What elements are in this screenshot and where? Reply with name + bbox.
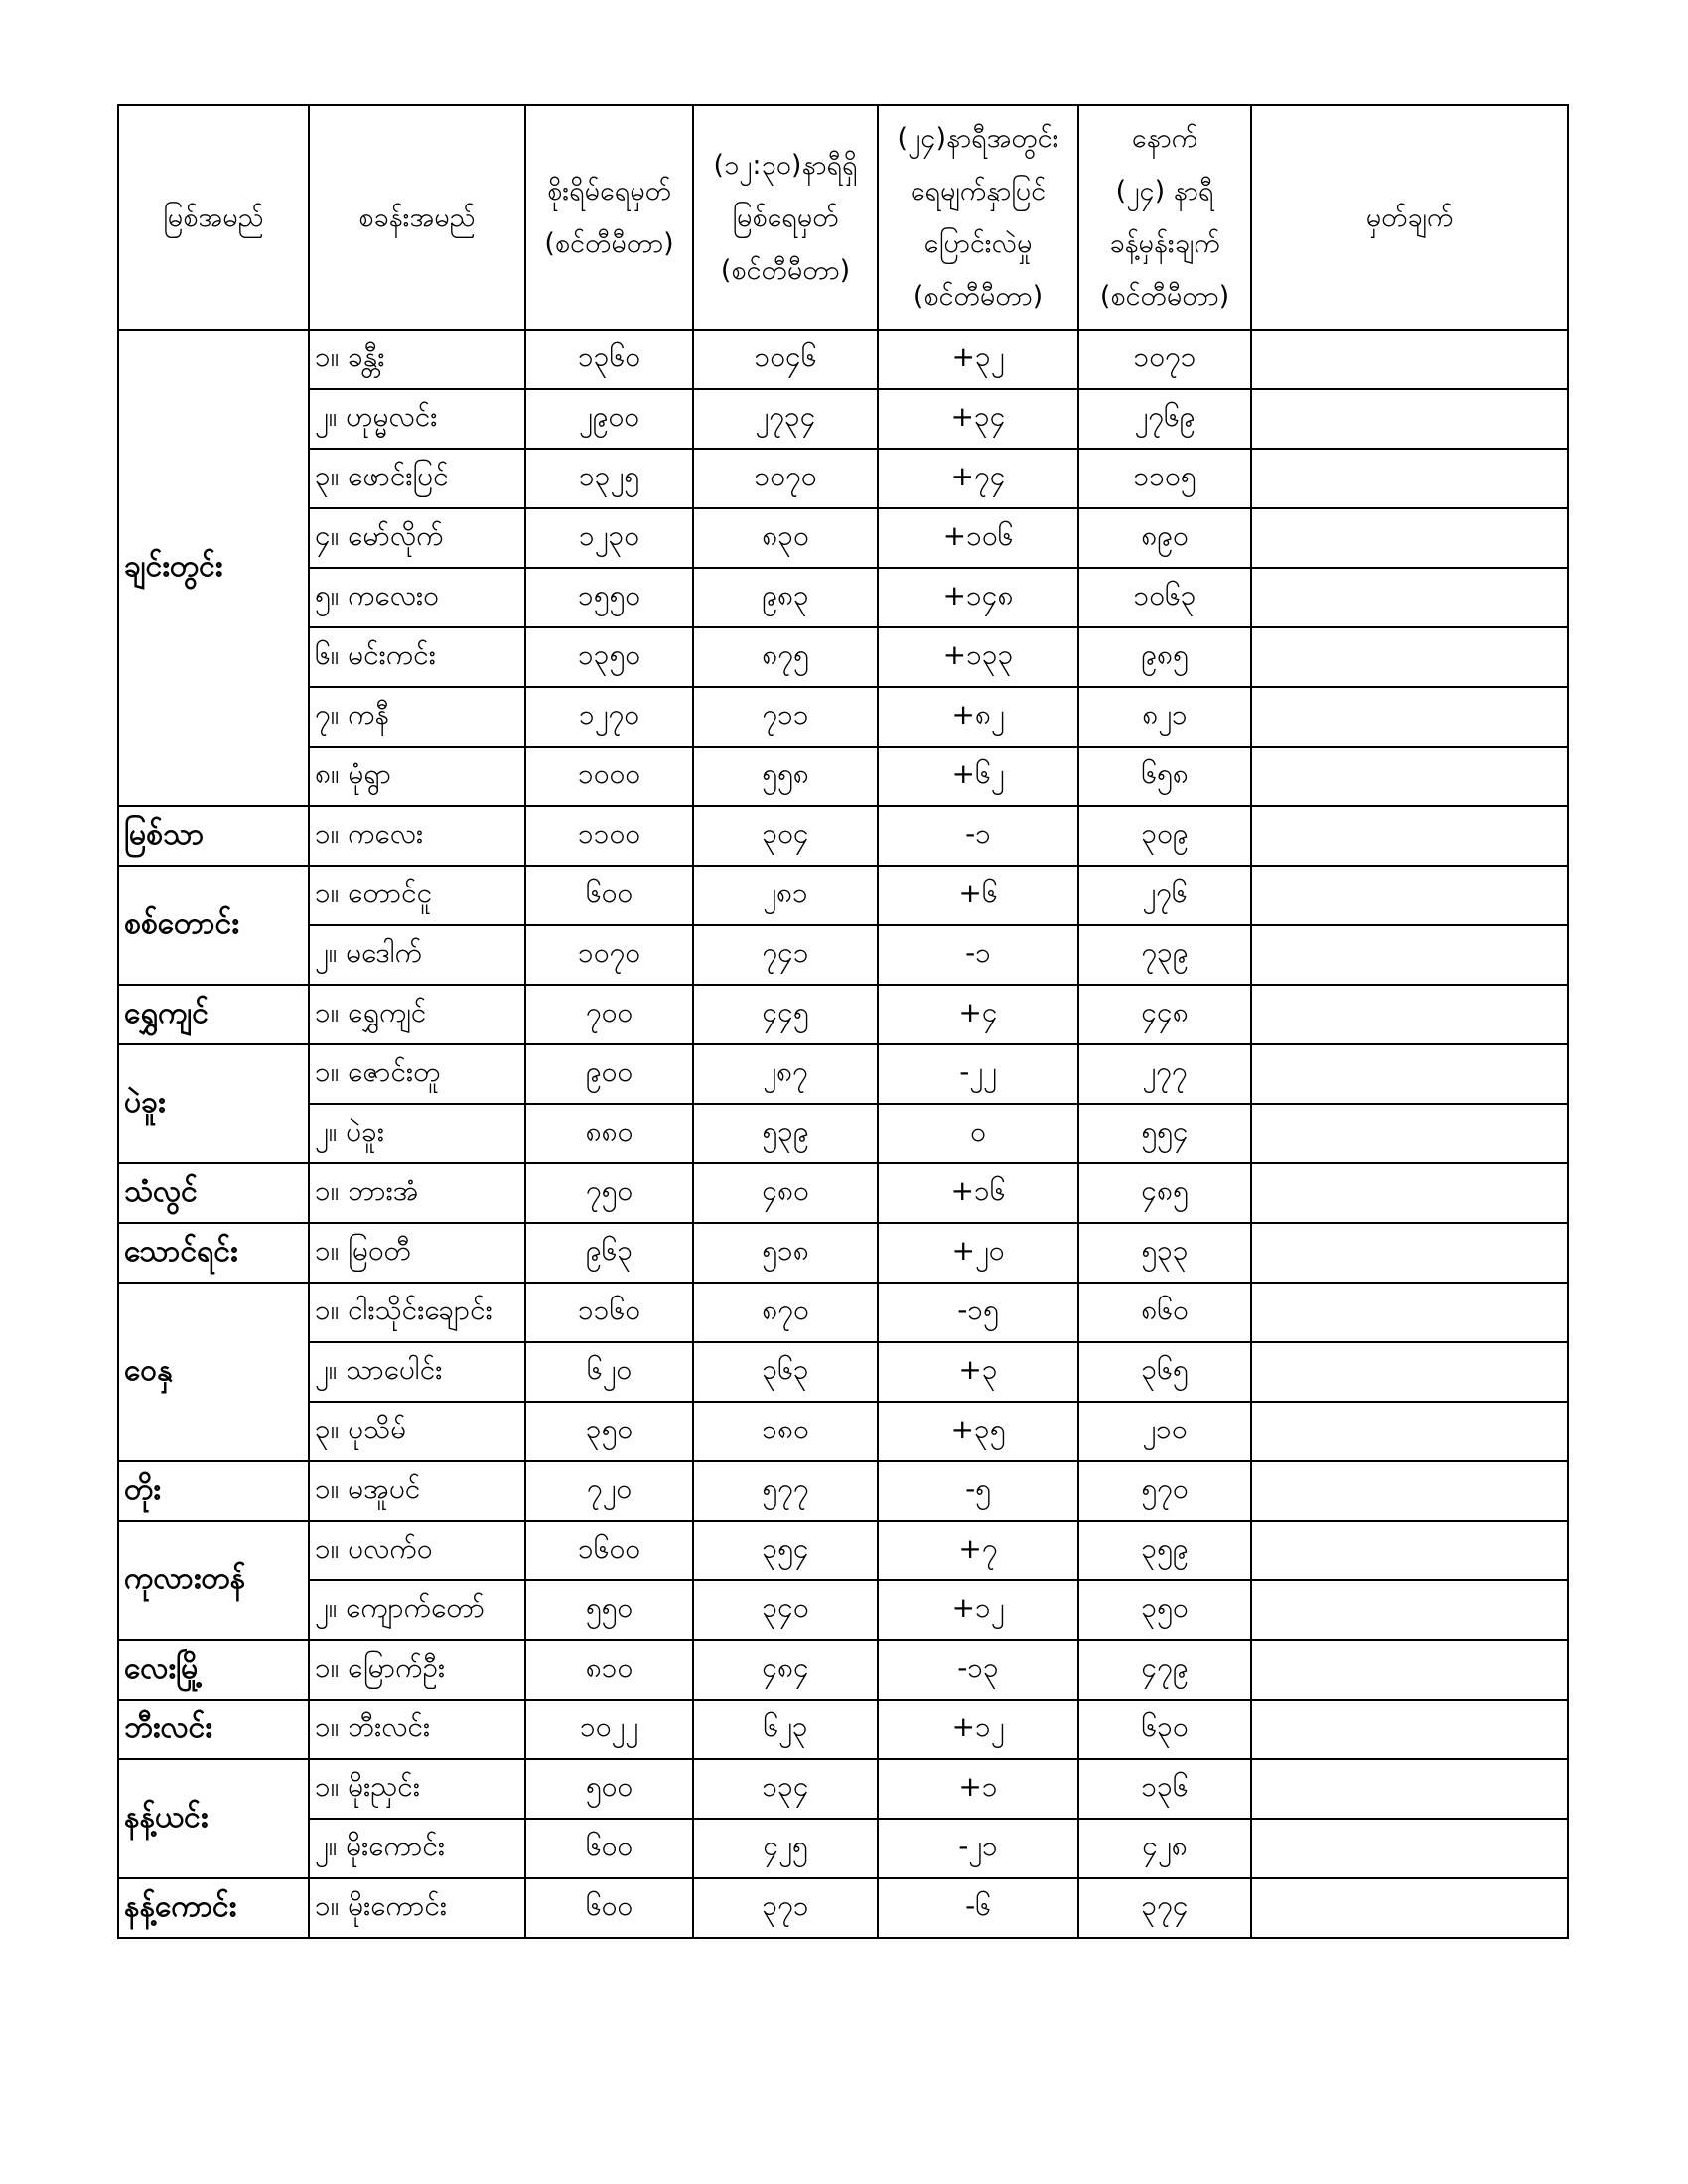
forecast-cell: ၆၅၈ bbox=[1078, 747, 1251, 806]
station-name-cell: ၃။ ဖောင်းပြင် bbox=[309, 449, 525, 508]
danger-level-cell: ၁၁၀၀ bbox=[525, 806, 693, 866]
danger-level-cell: ၆၀၀ bbox=[525, 1878, 693, 1938]
forecast-cell: ၁၁၀၅ bbox=[1078, 449, 1251, 508]
danger-level-cell: ၁၃၅၀ bbox=[525, 627, 693, 687]
station-name-cell: ၁။ တောင်ငူ bbox=[309, 866, 525, 925]
river-name-cell: တိုး bbox=[118, 1461, 309, 1521]
station-name-cell: ၂။ မိုးကောင်း bbox=[309, 1819, 525, 1878]
table-body bbox=[118, 330, 1568, 1938]
forecast-cell: ၂၇၆ bbox=[1078, 866, 1251, 925]
danger-level-cell: ၁၃၆၀ bbox=[525, 330, 693, 389]
forecast-cell: ၂၇၆၉ bbox=[1078, 389, 1251, 449]
forecast-cell: ၅၃၃ bbox=[1078, 1223, 1251, 1283]
danger-level-cell: ၁၆၀၀ bbox=[525, 1521, 693, 1580]
level-change-cell: -၆ bbox=[878, 1878, 1078, 1938]
station-name-cell: ၁။ ပလက်ဝ bbox=[309, 1521, 525, 1580]
remarks-cell bbox=[1251, 747, 1568, 806]
danger-level-cell: ၁၀၇၀ bbox=[525, 925, 693, 985]
danger-level-cell: ၆၀၀ bbox=[525, 1819, 693, 1878]
danger-level-cell: ၁၁၆၀ bbox=[525, 1283, 693, 1342]
danger-level-cell: ၁၂၃၀ bbox=[525, 508, 693, 568]
water-level-cell: ၉၈၃ bbox=[693, 568, 878, 627]
danger-level-cell: ၂၉၀၀ bbox=[525, 389, 693, 449]
remarks-cell bbox=[1251, 1163, 1568, 1223]
table-row bbox=[118, 1878, 1568, 1938]
river-name-cell: ဝေနှ bbox=[118, 1283, 309, 1461]
level-change-cell: +၃၅ bbox=[878, 1402, 1078, 1461]
station-name-cell: ၂။ ဟုမ္မလင်း bbox=[309, 389, 525, 449]
water-level-cell: ၇၄၁ bbox=[693, 925, 878, 985]
table-row bbox=[118, 1283, 1568, 1342]
table-row bbox=[118, 1580, 1568, 1640]
table-row bbox=[118, 806, 1568, 866]
danger-level-cell: ၆၀၀ bbox=[525, 866, 693, 925]
level-change-cell: +၄ bbox=[878, 985, 1078, 1044]
level-change-cell: +၃၄ bbox=[878, 389, 1078, 449]
water-level-cell: ၈၇၀ bbox=[693, 1283, 878, 1342]
remarks-cell bbox=[1251, 1283, 1568, 1342]
danger-level-cell: ၁၀၂၂ bbox=[525, 1700, 693, 1759]
level-change-cell: +၁၀၆ bbox=[878, 508, 1078, 568]
water-level-cell: ၅၁၈ bbox=[693, 1223, 878, 1283]
water-level-cell: ၆၂၃ bbox=[693, 1700, 878, 1759]
station-name-cell: ၁။ ဇောင်းတူ bbox=[309, 1044, 525, 1104]
forecast-cell: ၈၉၀ bbox=[1078, 508, 1251, 568]
remarks-cell bbox=[1251, 449, 1568, 508]
water-level-cell: ၃၆၃ bbox=[693, 1342, 878, 1402]
forecast-cell: ၈၂၁ bbox=[1078, 687, 1251, 747]
table-row bbox=[118, 568, 1568, 627]
river-name-cell: နန့်ယင်း bbox=[118, 1759, 309, 1878]
remarks-cell bbox=[1251, 925, 1568, 985]
water-level-cell: ၅၇၇ bbox=[693, 1461, 878, 1521]
water-level-cell: ၁၀၇၀ bbox=[693, 449, 878, 508]
forecast-cell: ၄၄၈ bbox=[1078, 985, 1251, 1044]
water-level-cell: ၇၁၁ bbox=[693, 687, 878, 747]
forecast-cell: ၃၇၄ bbox=[1078, 1878, 1251, 1938]
station-name-cell: ၁။ မြောက်ဦး bbox=[309, 1640, 525, 1700]
table-row bbox=[118, 1461, 1568, 1521]
table-row bbox=[118, 687, 1568, 747]
station-name-cell: ၅။ ကလေးဝ bbox=[309, 568, 525, 627]
water-level-cell: ၃၄၀ bbox=[693, 1580, 878, 1640]
level-change-cell: -၁ bbox=[878, 806, 1078, 866]
remarks-cell bbox=[1251, 1223, 1568, 1283]
forecast-cell: ၂၁၀ bbox=[1078, 1402, 1251, 1461]
river-name-cell: ပဲခူး bbox=[118, 1044, 309, 1163]
water-level-cell: ၄၈၄ bbox=[693, 1640, 878, 1700]
remarks-cell bbox=[1251, 1700, 1568, 1759]
remarks-cell bbox=[1251, 1104, 1568, 1163]
remarks-cell bbox=[1251, 1640, 1568, 1700]
water-level-cell: ၁၀၄၆ bbox=[693, 330, 878, 389]
station-name-cell: ၁။ ဘားအံ bbox=[309, 1163, 525, 1223]
river-name-cell: လေးမြို့ bbox=[118, 1640, 309, 1700]
river-name-cell: ချင်းတွင်း bbox=[118, 330, 309, 806]
river-name-cell: ကုလားတန် bbox=[118, 1521, 309, 1640]
table-row bbox=[118, 1104, 1568, 1163]
forecast-cell: ၃၅၀ bbox=[1078, 1580, 1251, 1640]
danger-level-cell: ၁၀၀၀ bbox=[525, 747, 693, 806]
remarks-cell bbox=[1251, 389, 1568, 449]
water-level-cell: ၅၃၉ bbox=[693, 1104, 878, 1163]
river-water-level-table-container bbox=[117, 104, 1567, 1939]
remarks-cell bbox=[1251, 1342, 1568, 1402]
forecast-cell: ၅၇၀ bbox=[1078, 1461, 1251, 1521]
table-row bbox=[118, 1223, 1568, 1283]
station-name-cell: ၁။ ဘီးလင်း bbox=[309, 1700, 525, 1759]
table-row bbox=[118, 508, 1568, 568]
water-level-cell: ၄၂၅ bbox=[693, 1819, 878, 1878]
remarks-cell bbox=[1251, 866, 1568, 925]
remarks-cell bbox=[1251, 687, 1568, 747]
station-name-cell: ၁။ ငါးသိုင်းချောင်း bbox=[309, 1283, 525, 1342]
water-level-cell: ၁၃၄ bbox=[693, 1759, 878, 1819]
danger-level-cell: ၈၈၀ bbox=[525, 1104, 693, 1163]
header-station: စခန်းအမည် bbox=[309, 105, 525, 330]
remarks-cell bbox=[1251, 1044, 1568, 1104]
remarks-cell bbox=[1251, 806, 1568, 866]
table-row bbox=[118, 1819, 1568, 1878]
river-name-cell: စစ်တောင်း bbox=[118, 866, 309, 985]
table-row bbox=[118, 330, 1568, 389]
remarks-cell bbox=[1251, 508, 1568, 568]
level-change-cell: +၃ bbox=[878, 1342, 1078, 1402]
table-row bbox=[118, 1521, 1568, 1580]
station-name-cell: ၂။ သာပေါင်း bbox=[309, 1342, 525, 1402]
station-name-cell: ၁။ ခန္တီး bbox=[309, 330, 525, 389]
river-name-cell: သံလွင် bbox=[118, 1163, 309, 1223]
level-change-cell: +၁၂ bbox=[878, 1700, 1078, 1759]
station-name-cell: ၇။ ကနီ bbox=[309, 687, 525, 747]
forecast-cell: ၇၃၉ bbox=[1078, 925, 1251, 985]
table-row bbox=[118, 1342, 1568, 1402]
header-danger-level: စိုးရိမ်ရေမှတ် (စင်တီမီတာ) bbox=[525, 105, 693, 330]
water-level-cell: ၃၀၄ bbox=[693, 806, 878, 866]
remarks-cell bbox=[1251, 1580, 1568, 1640]
remarks-cell bbox=[1251, 1461, 1568, 1521]
station-name-cell: ၁။ မြဝတီ bbox=[309, 1223, 525, 1283]
water-level-cell: ၃၅၄ bbox=[693, 1521, 878, 1580]
header-remarks: မှတ်ချက် bbox=[1251, 105, 1568, 330]
water-level-cell: ၈၇၅ bbox=[693, 627, 878, 687]
forecast-cell: ၄၂၈ bbox=[1078, 1819, 1251, 1878]
level-change-cell: +၇ bbox=[878, 1521, 1078, 1580]
river-name-cell: နန့်ကောင်း bbox=[118, 1878, 309, 1938]
forecast-cell: ၄၈၅ bbox=[1078, 1163, 1251, 1223]
forecast-cell: ၁၃၆ bbox=[1078, 1759, 1251, 1819]
table-row bbox=[118, 747, 1568, 806]
water-level-cell: ၄၄၅ bbox=[693, 985, 878, 1044]
station-name-cell: ၁။ မိုးညှင်း bbox=[309, 1759, 525, 1819]
level-change-cell: +၇၄ bbox=[878, 449, 1078, 508]
forecast-cell: ၁၀၇၁ bbox=[1078, 330, 1251, 389]
level-change-cell: +၁၂ bbox=[878, 1580, 1078, 1640]
danger-level-cell: ၅၀၀ bbox=[525, 1759, 693, 1819]
level-change-cell: ၀ bbox=[878, 1104, 1078, 1163]
forecast-cell: ၃၆၅ bbox=[1078, 1342, 1251, 1402]
forecast-cell: ၅၅၄ bbox=[1078, 1104, 1251, 1163]
table-row bbox=[118, 1163, 1568, 1223]
level-change-cell: -၂၁ bbox=[878, 1819, 1078, 1878]
remarks-cell bbox=[1251, 568, 1568, 627]
level-change-cell: -၁၅ bbox=[878, 1283, 1078, 1342]
river-name-cell: သောင်ရင်း bbox=[118, 1223, 309, 1283]
header-forecast-24h: နောက် (၂၄) နာရီ ခန့်မှန်းချက် (စင်တီမီတာ) bbox=[1078, 105, 1251, 330]
danger-level-cell: ၇၂၀ bbox=[525, 1461, 693, 1521]
level-change-cell: +၁၃၃ bbox=[878, 627, 1078, 687]
remarks-cell bbox=[1251, 1759, 1568, 1819]
remarks-cell bbox=[1251, 330, 1568, 389]
forecast-cell: ၈၆၀ bbox=[1078, 1283, 1251, 1342]
level-change-cell: -၁ bbox=[878, 925, 1078, 985]
station-name-cell: ၄။ မော်လိုက် bbox=[309, 508, 525, 568]
river-water-level-table bbox=[117, 104, 1569, 1939]
forecast-cell: ၃၀၉ bbox=[1078, 806, 1251, 866]
station-name-cell: ၁။ မအူပင် bbox=[309, 1461, 525, 1521]
forecast-cell: ၆၃၀ bbox=[1078, 1700, 1251, 1759]
forecast-cell: ၉၈၅ bbox=[1078, 627, 1251, 687]
level-change-cell: +၈၂ bbox=[878, 687, 1078, 747]
level-change-cell: +၆၂ bbox=[878, 747, 1078, 806]
level-change-cell: +၁၄၈ bbox=[878, 568, 1078, 627]
remarks-cell bbox=[1251, 1402, 1568, 1461]
table-row bbox=[118, 1044, 1568, 1104]
header-river: မြစ်အမည် bbox=[118, 105, 309, 330]
river-name-cell: ရွှေကျင် bbox=[118, 985, 309, 1044]
danger-level-cell: ၉၆၃ bbox=[525, 1223, 693, 1283]
header-row bbox=[118, 105, 1568, 330]
level-change-cell: +၃၂ bbox=[878, 330, 1078, 389]
danger-level-cell: ၆၂၀ bbox=[525, 1342, 693, 1402]
station-name-cell: ၂။ ပဲခူး bbox=[309, 1104, 525, 1163]
level-change-cell: +၂၀ bbox=[878, 1223, 1078, 1283]
river-name-cell: မြစ်သာ bbox=[118, 806, 309, 866]
danger-level-cell: ၅၅၀ bbox=[525, 1580, 693, 1640]
danger-level-cell: ၁၂၇၀ bbox=[525, 687, 693, 747]
danger-level-cell: ၃၅၀ bbox=[525, 1402, 693, 1461]
remarks-cell bbox=[1251, 1521, 1568, 1580]
station-name-cell: ၁။ မိုးကောင်း bbox=[309, 1878, 525, 1938]
table-row bbox=[118, 985, 1568, 1044]
table-row bbox=[118, 449, 1568, 508]
header-level-1230: (၁၂:၃၀)နာရီရှိ မြစ်ရေမှတ် (စင်တီမီတာ) bbox=[693, 105, 878, 330]
forecast-cell: ၄၇၉ bbox=[1078, 1640, 1251, 1700]
danger-level-cell: ၇၅၀ bbox=[525, 1163, 693, 1223]
level-change-cell: +၁၆ bbox=[878, 1163, 1078, 1223]
station-name-cell: ၃။ ပုသိမ် bbox=[309, 1402, 525, 1461]
level-change-cell: +၁ bbox=[878, 1759, 1078, 1819]
station-name-cell: ၆။ မင်းကင်း bbox=[309, 627, 525, 687]
table-row bbox=[118, 1700, 1568, 1759]
water-level-cell: ၃၇၁ bbox=[693, 1878, 878, 1938]
water-level-cell: ၂၈၇ bbox=[693, 1044, 878, 1104]
station-name-cell: ၈။ မုံရွာ bbox=[309, 747, 525, 806]
level-change-cell: -၁၃ bbox=[878, 1640, 1078, 1700]
remarks-cell bbox=[1251, 985, 1568, 1044]
station-name-cell: ၁။ ရွှေကျင် bbox=[309, 985, 525, 1044]
station-name-cell: ၁။ ကလေး bbox=[309, 806, 525, 866]
water-level-cell: ၈၃၀ bbox=[693, 508, 878, 568]
table-row bbox=[118, 1640, 1568, 1700]
table-row bbox=[118, 627, 1568, 687]
danger-level-cell: ၇၀၀ bbox=[525, 985, 693, 1044]
table-row bbox=[118, 1759, 1568, 1819]
water-level-cell: ၂၈၁ bbox=[693, 866, 878, 925]
forecast-cell: ၂၇၇ bbox=[1078, 1044, 1251, 1104]
station-name-cell: ၂။ ကျောက်တော် bbox=[309, 1580, 525, 1640]
level-change-cell: +၆ bbox=[878, 866, 1078, 925]
danger-level-cell: ၁၅၅၀ bbox=[525, 568, 693, 627]
forecast-cell: ၁၀၆၃ bbox=[1078, 568, 1251, 627]
table-row bbox=[118, 925, 1568, 985]
river-name-cell: ဘီးလင်း bbox=[118, 1700, 309, 1759]
table-row bbox=[118, 866, 1568, 925]
water-level-cell: ၁၈၀ bbox=[693, 1402, 878, 1461]
danger-level-cell: ၉၀၀ bbox=[525, 1044, 693, 1104]
table-row bbox=[118, 389, 1568, 449]
forecast-cell: ၃၅၉ bbox=[1078, 1521, 1251, 1580]
danger-level-cell: ၁၃၂၅ bbox=[525, 449, 693, 508]
danger-level-cell: ၈၁၀ bbox=[525, 1640, 693, 1700]
station-name-cell: ၂။ မဒေါက် bbox=[309, 925, 525, 985]
level-change-cell: -၅ bbox=[878, 1461, 1078, 1521]
remarks-cell bbox=[1251, 1819, 1568, 1878]
water-level-cell: ၂၇၃၄ bbox=[693, 389, 878, 449]
remarks-cell bbox=[1251, 1878, 1568, 1938]
water-level-cell: ၅၅၈ bbox=[693, 747, 878, 806]
remarks-cell bbox=[1251, 627, 1568, 687]
table-row bbox=[118, 1402, 1568, 1461]
water-level-cell: ၄၈၀ bbox=[693, 1163, 878, 1223]
level-change-cell: -၂၂ bbox=[878, 1044, 1078, 1104]
header-change-24h: (၂၄)နာရီအတွင်း ရေမျက်နှာပြင် ပြောင်းလဲမှု (စင်တီမီတာ) bbox=[878, 105, 1078, 330]
